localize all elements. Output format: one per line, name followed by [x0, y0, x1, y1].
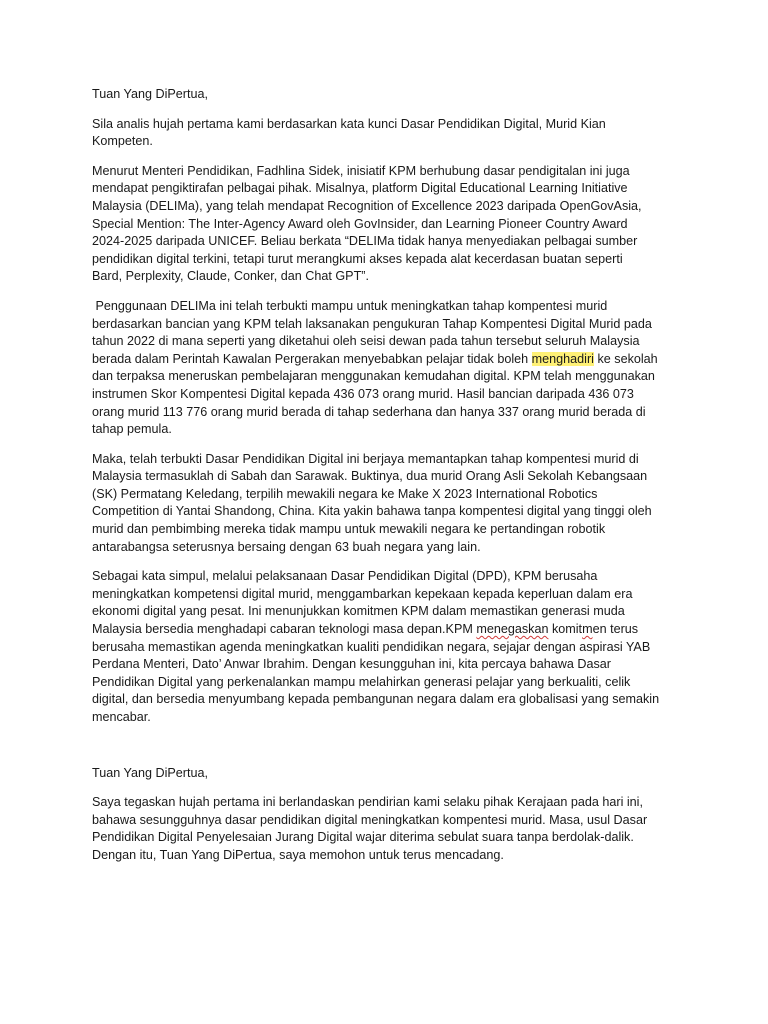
- text-line: Pendidikan Digital Penyelesaian Jurang Digital wajar diterima sebulat suara tanpa berdolak-dalik.: [92, 830, 634, 845]
- text-line: Penggunaan DELIMa ini telah terbukti mampu untuk meningkatkan tahap kompentesi murid: [92, 298, 608, 313]
- text-line: (SK) Permatang Keledang, terpilih mewakili negara ke Make X 2023 International Robotics: [92, 486, 598, 501]
- text-line: Pendidikan Digital yang perkenalankan mampu melahirkan generasi pelajar yang berkualiti, celik: [92, 674, 631, 689]
- text-line: Malaysia (DELIMa), yang telah mendapat Recognition of Excellence 2023 daripada OpenGovAsia,: [92, 198, 642, 213]
- text-line: Competition di Yantai Shandong, China. Kita yakin bahawa tanpa kompentesi digital yang tinggi oleh: [92, 504, 652, 519]
- text-segment: Malaysia bersedia menghadapi cabaran teknologi masa depan.KPM: [92, 622, 477, 637]
- salutation-1: [92, 86, 682, 104]
- text-line: Maka, telah terbukti Dasar Pendidikan Digital ini berjaya memantapkan tahap kompentesi murid di: [92, 451, 639, 466]
- text-line-with-spellcheck: [92, 621, 682, 639]
- text-line: berdasarkan bancian yang KPM telah laksanakan pengukuran Tahap Kompentesi Digital Murid pada: [92, 316, 652, 331]
- text-segment: en terus: [592, 622, 639, 637]
- paragraph-3: [92, 298, 682, 439]
- text-line: Dengan itu, Tuan Yang DiPertua, saya memohon untuk terus mencadang.: [92, 847, 504, 862]
- text-line: tahun 2022 di mana seperti yang diketahui oleh seisi dewan pada tahun tersebut seluruh Malaysia: [92, 334, 640, 349]
- text-line: orang murid 113 776 orang murid berada di tahap sederhana dan hanya 337 orang murid berada di: [92, 404, 646, 419]
- paragraph-4: [92, 451, 682, 557]
- text-segment: berada dalam Perintah Kawalan Pergerakan menyebabkan pelajar tidak boleh: [92, 351, 532, 366]
- text-line: Special Mention: The Inter-Agency Award oleh GovInsider, dan Learning Pioneer Country Award: [92, 216, 628, 231]
- text-line: meningkatkan kompetensi digital murid, menggambarkan kepekaan kepada keperluan dalam era: [92, 586, 633, 601]
- text-segment: ke sekolah: [593, 351, 658, 366]
- text-line: pendidikan digital terkini, tetapi turut merangkumi akses kepada alat kecerdasan buatan seperti: [92, 251, 623, 266]
- salutation-2: [92, 765, 682, 783]
- text-line: mencabar.: [92, 710, 151, 724]
- text-line: Saya tegaskan hujah pertama ini berlandaskan pendirian kami selaku pihak Kerajaan pada hari ini,: [92, 795, 643, 810]
- document-body: [92, 86, 682, 877]
- text-line: 2024-2025 daripada UNICEF. Beliau berkata “DELIMa tidak hanya menyediakan pelbagai sumber: [92, 234, 638, 249]
- paragraph-5: [92, 568, 682, 726]
- paragraph-2: [92, 163, 682, 286]
- text-line: berusaha memastikan agenda meningkatkan kualiti pendidikan negara, sejajar dengan aspirasi YAB: [92, 639, 651, 654]
- text-line: Kompeten.: [92, 134, 153, 149]
- spellcheck-flagged-letter[interactable]: m: [582, 622, 593, 637]
- text-line: Sebagai kata simpul, melalui pelaksanaan Dasar Pendidikan Digital (DPD), KPM berusaha: [92, 569, 598, 584]
- text-line: digital, dan bersedia menyumbang kepada pembangunan negara dalam era globalisasi yang semakin: [92, 692, 660, 707]
- text-line: bahawa sesungguhnya dasar pendidikan digital meningkatkan kompentesi murid. Masa, usul Dasar: [92, 812, 648, 827]
- text-line-with-highlight: [92, 351, 682, 369]
- text-line: murid dan pembimbing mereka tidak mampu untuk mewakili negara ke pertandingan robotik: [92, 522, 606, 537]
- salutation-text: Tuan Yang DiPertua,: [92, 87, 208, 101]
- text-segment: komit: [548, 622, 583, 637]
- text-line: instrumen Skor Kompentesi Digital kepada 436 073 orang murid. Hasil bancian daripada 436 073: [92, 386, 634, 401]
- text-line: Malaysia termasuklah di Sabah dan Sarawak. Buktinya, dua murid Orang Asli Sekolah Kebangsaan: [92, 469, 648, 484]
- highlighted-word[interactable]: menghadiri: [531, 351, 594, 366]
- text-line: Perdana Menteri, Dato’ Anwar Ibrahim. Dengan kesungguhan ini, kita percaya bahawa Dasar: [92, 657, 611, 672]
- paragraph-1: [92, 116, 682, 151]
- text-line: ekonomi digital yang pesat. Ini menunjukkan komitmen KPM dalam memastikan generasi muda: [92, 604, 625, 619]
- text-line: Bard, Perplexity, Claude, Conker, dan Chat GPT”.: [92, 269, 369, 284]
- paragraph-6: [92, 794, 682, 864]
- text-line: Sila analis hujah pertama kami berdasarkan kata kunci Dasar Pendidikan Digital, Murid Kian: [92, 116, 606, 131]
- text-line: tahap pemula.: [92, 422, 172, 437]
- spellcheck-flagged-word[interactable]: menegaskan: [476, 622, 549, 637]
- text-line: mendapat pengiktirafan pelbagai pihak. Misalnya, platform Digital Educational Learning Initiative: [92, 181, 628, 196]
- text-line: antarabangsa seterusnya bersaing dengan 63 buah negara yang lain.: [92, 539, 481, 554]
- salutation-text: Tuan Yang DiPertua,: [92, 765, 208, 780]
- text-line: Menurut Menteri Pendidikan, Fadhlina Sidek, inisiatif KPM berhubung dasar pendigitalan ini juga: [92, 163, 630, 178]
- text-line: dan terpaksa meneruskan pembelajaran menggunakan kemudahan digital. KPM telah menggunakan: [92, 369, 655, 384]
